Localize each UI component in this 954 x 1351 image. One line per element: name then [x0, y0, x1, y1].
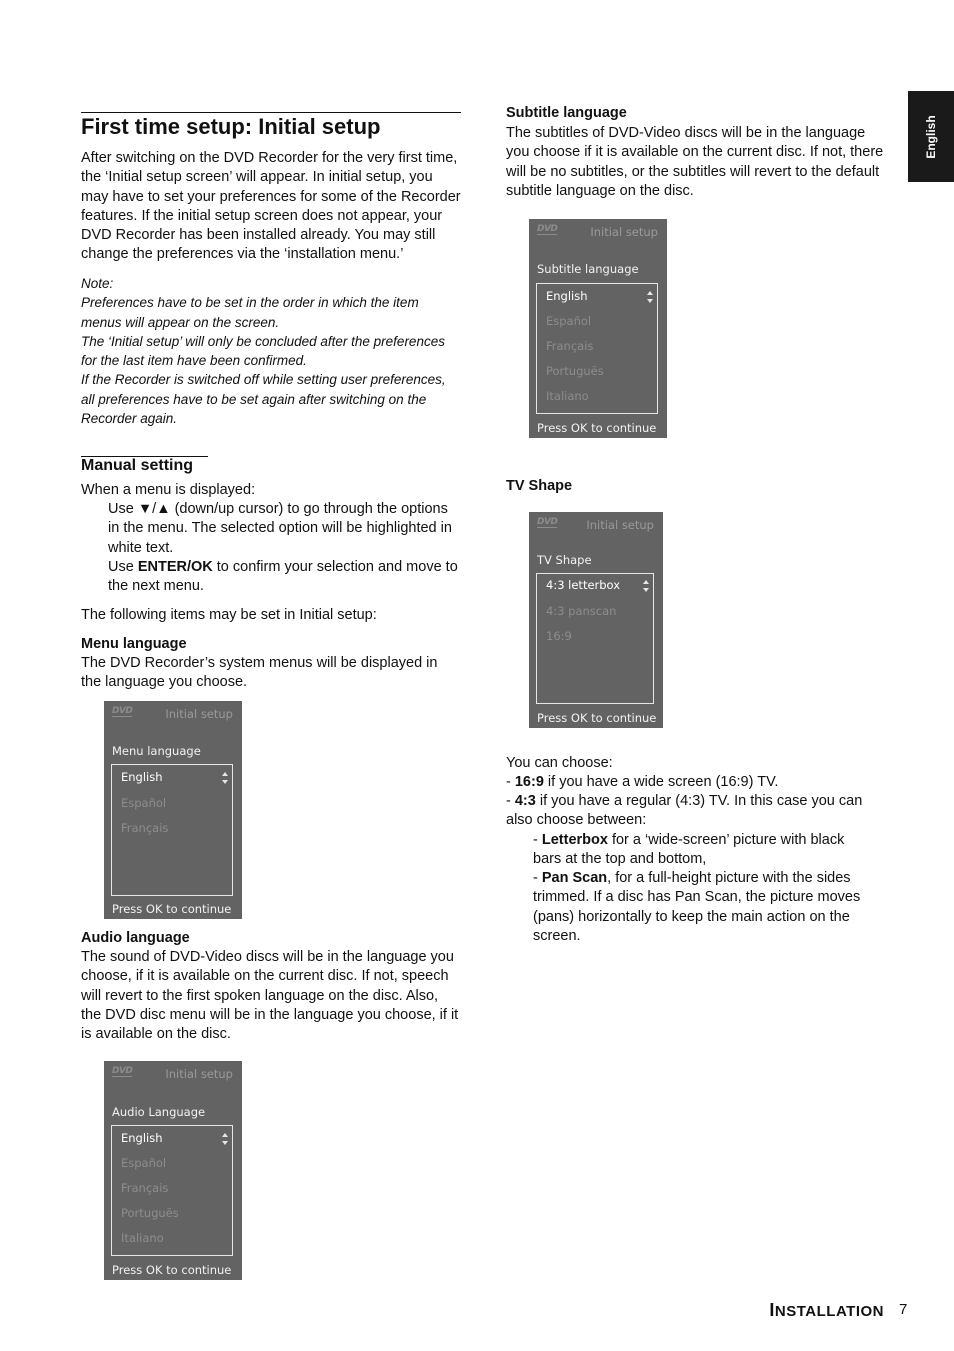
manual-use-enter: Use ENTER/OK to confirm your selection and move to the next menu. — [108, 559, 458, 595]
option[interactable]: Portuguës — [546, 364, 604, 378]
option[interactable]: Français — [121, 821, 169, 835]
screen-label: TV Shape — [537, 553, 592, 567]
tv-shape-heading: TV Shape — [506, 478, 573, 494]
section-footer: INSTALLATION — [769, 1300, 884, 1320]
subtitle-language-heading: Subtitle language — [506, 105, 627, 121]
menu-language-text: The DVD Recorder’s system menus will be displayed in the language you choose. — [81, 655, 438, 691]
cursor-keys: ▼/▲ — [137, 501, 171, 517]
page-number: 7 — [899, 1301, 908, 1318]
option[interactable]: Español — [546, 314, 592, 328]
intro-paragraph: After switching on the DVD Recorder for the very first time, the ‘Initial setup screen’ will appear. In initial setup, you may have to set your preferences for some of the Recorder features. If the initial setup screen does not appear, your DVD Recorder has been installed already. You may still change the preferences via the ‘installation menu.’ — [81, 150, 461, 263]
tv-shape-option-169: - 16:9 if you have a wide screen (16:9) TV. — [506, 774, 779, 790]
note-line: If the Recorder is switched off while setting user preferences, all preferences have to be set again after switching on the Recorder again. — [81, 372, 446, 427]
subtitle-language-screen — [529, 219, 667, 438]
note-block — [81, 274, 461, 428]
option-selected[interactable]: 4:3 letterbox — [546, 578, 621, 592]
manual-when: When a menu is displayed: — [81, 482, 256, 498]
screen-label: Subtitle language — [537, 262, 639, 276]
tv-shape-letterbox: - Letterbox for a ‘wide-screen’ picture with black bars at the top and bottom, — [533, 832, 845, 868]
up-down-arrows-icon — [647, 291, 653, 303]
option-selected[interactable]: English — [546, 289, 588, 303]
dvd-logo-icon: DVD — [112, 1066, 133, 1076]
screen-header: Initial setup — [590, 225, 658, 239]
subtitle-language-text: The subtitles of DVD-Video discs will be in the language you choose if it is available on the current disc. If not, there will be no subtitles, or the subtitles will revert to the default subtitle language on the disc. — [506, 125, 884, 199]
audio-language-heading: Audio language — [81, 930, 190, 946]
manual-use-cursor: Use ▼/▲ (down/up cursor) to go through the options in the menu. The selected option will be highlighted in white text. — [108, 501, 452, 556]
option[interactable]: 4:3 panscan — [546, 604, 617, 618]
note-line: Preferences have to be set in the order in which the item menus will appear on the screen. — [81, 295, 419, 330]
option-selected[interactable]: English — [121, 1131, 163, 1145]
tv-shape-choose: You can choose: — [506, 755, 613, 771]
screen-footer: Press OK to continue — [112, 902, 232, 916]
option[interactable]: Portuguës — [121, 1206, 179, 1220]
option[interactable]: Français — [546, 339, 594, 353]
dvd-logo-icon: DVD — [537, 224, 558, 234]
tv-shape-option-43: - 4:3 if you have a regular (4:3) TV. In this case you can also choose between: — [506, 793, 863, 829]
language-tab — [908, 91, 954, 182]
option[interactable]: Français — [121, 1181, 169, 1195]
screen-header: Initial setup — [586, 518, 654, 532]
screen-footer: Press OK to continue — [112, 1263, 232, 1277]
option-list — [111, 1125, 233, 1256]
option-list — [536, 283, 658, 414]
enter-ok-key: ENTER/OK — [137, 559, 213, 575]
audio-language-screen — [104, 1061, 242, 1280]
up-down-arrows-icon — [643, 580, 649, 592]
screen-header: Initial setup — [165, 707, 233, 721]
option-list — [536, 573, 654, 704]
manual-following: The following items may be set in Initial setup: — [81, 607, 377, 623]
option-selected[interactable]: English — [121, 770, 163, 784]
screen-label: Audio Language — [112, 1105, 206, 1119]
screen-footer: Press OK to continue — [537, 421, 657, 435]
audio-language-text: The sound of DVD-Video discs will be in the language you choose, if it is available on the current disc. If not, speech will revert to the first spoken language on the disc. Also, the DVD disc menu will be in the language you choose, if it is available on the disc. — [81, 949, 459, 1043]
language-tab-label: English — [924, 114, 938, 159]
dvd-logo-icon: DVD — [112, 706, 133, 716]
option[interactable]: Español — [121, 1156, 167, 1170]
manual-setting-heading: Manual setting — [81, 457, 194, 474]
screen-footer: Press OK to continue — [537, 711, 657, 725]
screen-header: Initial setup — [165, 1067, 233, 1081]
screen-label: Menu language — [112, 744, 201, 758]
option[interactable]: Italiano — [121, 1231, 164, 1245]
tv-shape-panscan: - Pan Scan, for a full-height picture with the sides trimmed. If a disc has Pan Scan, the picture moves (pans) horizontally to keep the main action on the screen. — [533, 870, 861, 944]
option[interactable]: 16:9 — [546, 629, 572, 643]
option-list — [111, 764, 233, 896]
up-down-arrows-icon — [222, 772, 228, 784]
menu-language-heading: Menu language — [81, 636, 187, 652]
tv-shape-screen — [529, 512, 663, 728]
dvd-logo-icon: DVD — [537, 517, 558, 527]
note-label: Note: — [81, 276, 114, 291]
up-down-arrows-icon — [222, 1133, 228, 1145]
page-title: First time setup: Initial setup — [81, 114, 381, 139]
option[interactable]: Español — [121, 796, 167, 810]
note-line: The ‘Initial setup’ will only be concluded after the preferences for the last item have been confirmed. — [81, 333, 445, 369]
menu-language-screen — [104, 701, 242, 919]
option[interactable]: Italiano — [546, 389, 589, 403]
